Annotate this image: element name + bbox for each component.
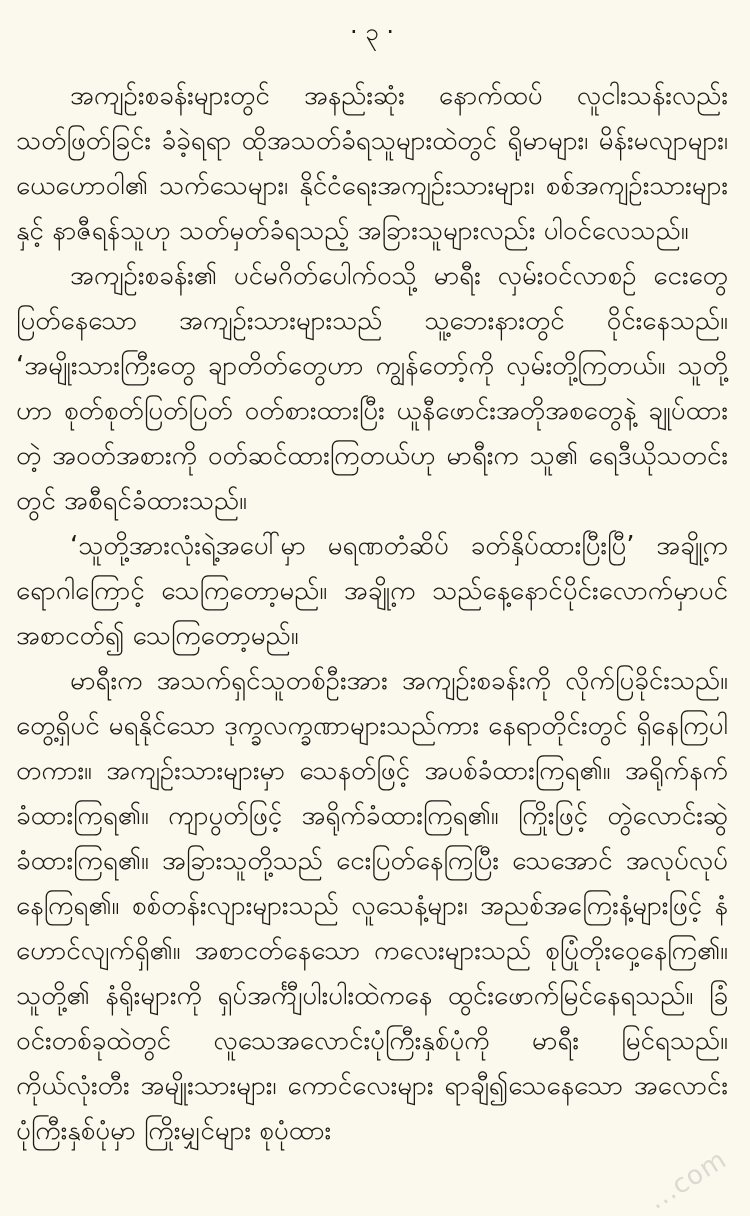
paragraph-1: အကျဉ်းစခန်းများတွင် အနည်းဆုံး နောက်ထပ် လူငါးသန်းလည်း သတ်ဖြတ်ခြင်း ခံခဲ့ရရာ ထိုအသတ်ခံရသူများထဲတွင် ရိုမာများ၊ မိန်းမလျာများ၊ ယေဟောဝါ၏ သက်သေများ၊ နိုင်ငံရေးအကျဉ်းသားများ၊ စစ်အကျဉ်းသားများနှင့် နာဇီရန်သူဟု သတ်မှတ်ခံရသည့် အခြားသူများလည်း ပါဝင်လေသည်။ [16, 81, 728, 246]
watermark: ...com [642, 1144, 732, 1216]
paragraph-2: အကျဉ်းစခန်း၏ ပင်မဂိတ်ပေါက်ဝသို့ မာရီး လှမ်းဝင်လာစဉ် ငေးတွေပြတ်နေသော အကျဉ်းသားများသည် သူ့ဘေးနားတွင် ဝိုင်းနေသည်။ ‘အမျိုးသားကြီးတွေ ချာတိတ်တွေဟာ ကျွန်တော့်ကို လှမ်းတို့ကြတယ်။ သူတို့ဟာ စုတ်စုတ်ပြတ်ပြတ် ဝတ်စားထားပြီး ယူနီဖောင်းအတိုအစတွေနဲ့ ချုပ်ထားတဲ့ အဝတ်အစားကို ဝတ်ဆင်ထားကြတယ်ဟု မာရီးက သူ၏ ရေဒီယိုသတင်းတွင် အစီရင်ခံထားသည်။ [16, 261, 728, 516]
page-number: · ၃ · [349, 18, 394, 46]
paragraph-4: မာရီးက အသက်ရှင်သူတစ်ဦးအား အကျဉ်းစခန်းကို လိုက်ပြခိုင်းသည်။ တွေ့ရှိပင် မရနိုင်သော ဒုက္ခလက္ခဏာများသည်ကား နေရာတိုင်းတွင် ရှိနေကြပါတကား။ အကျဉ်းသားများမှာ သေနတ်ဖြင့် အပစ်ခံထားကြရ၏။ အရိုက်နက်ခံထားကြရ၏။ ကျာပွတ်ဖြင့် အရိုက်ခံထားကြရ၏။ ကြိုးဖြင့် တွဲလောင်းဆွဲခံထားကြရ၏။ အခြားသူတို့သည် ငေးပြတ်နေကြပြီး သေအောင် အလုပ်လုပ်နေကြရ၏။ စစ်တန်းလျားများသည် လူသေနံ့များ၊ အညစ်အကြေးနံ့များဖြင့် နံဟောင်လျက်ရှိ၏။ အစာငတ်နေသော ကလေးများသည် စုပြုံတိုးဝှေ့နေကြ၏။ သူတို့၏ နံရိုးများကို ရှပ်အင်္ကျီပါးပါးထဲကနေ ထွင်းဖောက်မြင်နေရသည်။ ခြံဝင်းတစ်ခုထဲတွင် လူသေအလောင်းပုံကြီးနှစ်ပုံကို မာရီး မြင်ရသည်။ ကိုယ်လုံးတီး အမျိုးသားများ၊ ကောင်လေးများ ရာချီ၍သေနေသော အလောင်းပုံကြီးနှစ်ပုံမှာ ကြိုးမျှင်များ စုပုံထား [16, 666, 728, 1146]
paragraph-3: ‘သူတို့အားလုံးရဲ့အပေါ်မှာ မရဏတံဆိပ် ခတ်နှိပ်ထားပြီးပြီ’ အချို့က ရောဂါကြောင့် သေကြတော့မည်။ အချို့က သည်နေ့နောင်ပိုင်းလောက်မှာပင် အစာငတ်၍ သေကြတော့မည်။ [16, 531, 728, 651]
